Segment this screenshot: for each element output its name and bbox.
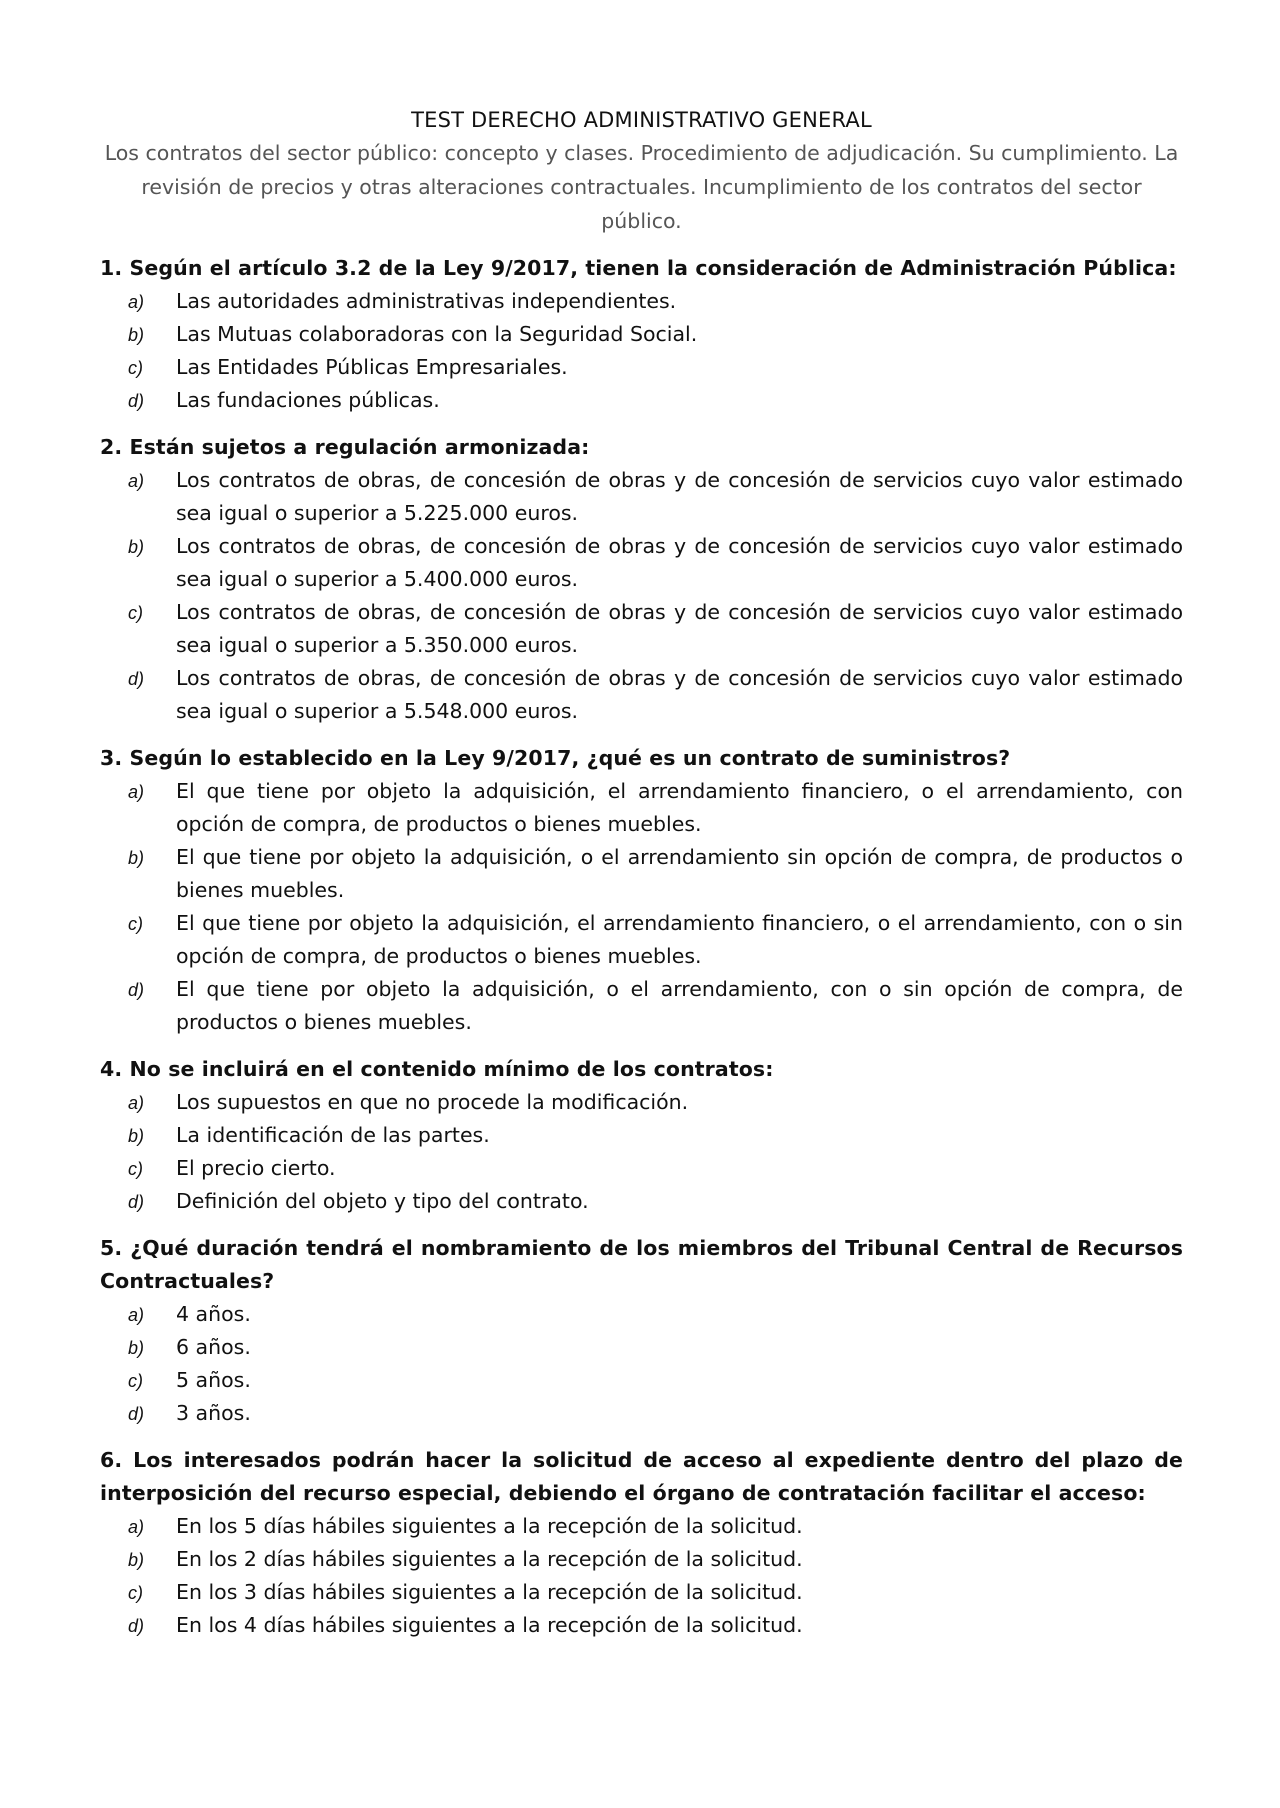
option-letter: c) [128, 1159, 143, 1179]
option-letter: a) [128, 1517, 145, 1537]
answer-option [100, 1119, 1183, 1152]
question-5 [100, 1232, 1183, 1430]
option-text: Los contratos de obras, de concesión de obras y de concesión de servicios cuyo valor estimado sea igual o superior a 5.350.000 euros. [176, 600, 1183, 657]
option-text: Los contratos de obras, de concesión de obras y de concesión de servicios cuyo valor estimado sea igual o superior a 5.225.000 euros. [176, 468, 1183, 525]
answer-option [100, 1609, 1183, 1642]
document-subtitle: Los contratos del sector público: concepto y clases. Procedimiento de adjudicación. Su cumplimiento. La revisión de precios y otras alteraciones contractuales. Incumplimiento de los contratos del sector público. [104, 141, 1179, 233]
question-4 [100, 1053, 1183, 1218]
question-text [100, 742, 1183, 775]
answer-options [100, 285, 1183, 417]
option-letter: c) [128, 603, 143, 623]
answer-option [100, 1152, 1183, 1185]
option-letter: a) [128, 471, 145, 491]
answer-option [100, 662, 1183, 728]
answer-option [100, 841, 1183, 907]
option-text: Las fundaciones públicas. [176, 388, 440, 412]
question-text [100, 431, 1183, 464]
option-text: El que tiene por objeto la adquisición, o el arrendamiento, con o sin opción de compra, de productos o bienes muebles. [176, 977, 1183, 1034]
option-letter: b) [128, 1550, 145, 1570]
option-text: El que tiene por objeto la adquisición, o el arrendamiento sin opción de compra, de productos o bienes muebles. [176, 845, 1183, 902]
option-text: En los 2 días hábiles siguientes a la recepción de la solicitud. [176, 1547, 803, 1571]
question-text [100, 1444, 1183, 1510]
answer-option [100, 1576, 1183, 1609]
answer-option [100, 1298, 1183, 1331]
option-letter: b) [128, 325, 145, 345]
option-letter: d) [128, 980, 145, 1000]
question-statement: Los interesados podrán hacer la solicitud de acceso al expediente dentro del plazo de interposición del recurso especial, debiendo el órgano de contratación facilitar el acceso: [100, 1448, 1183, 1505]
question-text [100, 252, 1183, 285]
question-number: 5. [100, 1236, 123, 1260]
question-number: 6. [100, 1448, 123, 1472]
answer-options [100, 464, 1183, 728]
option-text: El que tiene por objeto la adquisición, el arrendamiento financiero, o el arrendamiento, con opción de compra, de productos o bienes muebles. [176, 779, 1183, 836]
option-text: El que tiene por objeto la adquisición, el arrendamiento financiero, o el arrendamiento, con o sin opción de compra, de productos o bienes muebles. [176, 911, 1183, 968]
answer-option [100, 1510, 1183, 1543]
answer-option [100, 596, 1183, 662]
question-6 [100, 1444, 1183, 1642]
option-letter: c) [128, 914, 143, 934]
option-letter: b) [128, 1126, 145, 1146]
question-3 [100, 742, 1183, 1039]
option-letter: a) [128, 1305, 145, 1325]
option-text: Las Entidades Públicas Empresariales. [176, 355, 568, 379]
answer-option [100, 775, 1183, 841]
option-text: Los contratos de obras, de concesión de obras y de concesión de servicios cuyo valor estimado sea igual o superior a 5.548.000 euros. [176, 666, 1183, 723]
answer-option [100, 1397, 1183, 1430]
option-letter: c) [128, 1583, 143, 1603]
option-text: Los supuestos en que no procede la modificación. [176, 1090, 689, 1114]
option-text: Los contratos de obras, de concesión de obras y de concesión de servicios cuyo valor estimado sea igual o superior a 5.400.000 euros. [176, 534, 1183, 591]
answer-options [100, 1510, 1183, 1642]
option-letter: c) [128, 1371, 143, 1391]
option-letter: d) [128, 1192, 145, 1212]
option-text: 3 años. [176, 1401, 251, 1425]
option-text: 4 años. [176, 1302, 251, 1326]
option-letter: d) [128, 1616, 145, 1636]
answer-option [100, 285, 1183, 318]
question-list [100, 252, 1183, 1642]
answer-options [100, 1086, 1183, 1218]
question-statement: Según lo establecido en la Ley 9/2017, ¿qué es un contrato de suministros? [129, 746, 1011, 770]
answer-option [100, 973, 1183, 1039]
option-letter: d) [128, 391, 145, 411]
answer-option [100, 351, 1183, 384]
answer-options [100, 1298, 1183, 1430]
question-text [100, 1232, 1183, 1298]
option-letter: a) [128, 1093, 145, 1113]
option-letter: a) [128, 782, 145, 802]
option-letter: b) [128, 537, 145, 557]
question-number: 1. [100, 256, 123, 280]
option-letter: b) [128, 848, 145, 868]
option-letter: b) [128, 1338, 145, 1358]
question-number: 4. [100, 1057, 123, 1081]
question-number: 3. [100, 746, 123, 770]
answer-option [100, 530, 1183, 596]
question-statement: No se incluirá en el contenido mínimo de los contratos: [129, 1057, 774, 1081]
answer-option [100, 1331, 1183, 1364]
option-text: 5 años. [176, 1368, 251, 1392]
option-text: El precio cierto. [176, 1156, 336, 1180]
question-number: 2. [100, 435, 123, 459]
question-statement: ¿Qué duración tendrá el nombramiento de los miembros del Tribunal Central de Recursos Contractuales? [100, 1236, 1183, 1293]
answer-option [100, 1185, 1183, 1218]
question-2 [100, 431, 1183, 728]
answer-option [100, 464, 1183, 530]
option-text: Las autoridades administrativas independientes. [176, 289, 677, 313]
option-text: La identificación de las partes. [176, 1123, 490, 1147]
question-statement: Según el artículo 3.2 de la Ley 9/2017, tienen la consideración de Administración Pública: [129, 256, 1177, 280]
question-1 [100, 252, 1183, 417]
answer-option [100, 1086, 1183, 1119]
option-text: En los 4 días hábiles siguientes a la recepción de la solicitud. [176, 1613, 803, 1637]
question-text [100, 1053, 1183, 1086]
question-statement: Están sujetos a regulación armonizada: [129, 435, 590, 459]
answer-options [100, 775, 1183, 1039]
option-text: Las Mutuas colaboradoras con la Seguridad Social. [176, 322, 698, 346]
option-text: En los 5 días hábiles siguientes a la recepción de la solicitud. [176, 1514, 803, 1538]
answer-option [100, 384, 1183, 417]
option-letter: c) [128, 358, 143, 378]
answer-option [100, 907, 1183, 973]
option-letter: d) [128, 669, 145, 689]
option-letter: d) [128, 1404, 145, 1424]
document-title: TEST DERECHO ADMINISTRATIVO GENERAL [411, 108, 872, 132]
option-text: 6 años. [176, 1335, 251, 1359]
answer-option [100, 1364, 1183, 1397]
option-text: Definición del objeto y tipo del contrato. [176, 1189, 589, 1213]
option-letter: a) [128, 292, 145, 312]
document-body [100, 106, 1183, 1642]
option-text: En los 3 días hábiles siguientes a la recepción de la solicitud. [176, 1580, 803, 1604]
answer-option [100, 318, 1183, 351]
answer-option [100, 1543, 1183, 1576]
